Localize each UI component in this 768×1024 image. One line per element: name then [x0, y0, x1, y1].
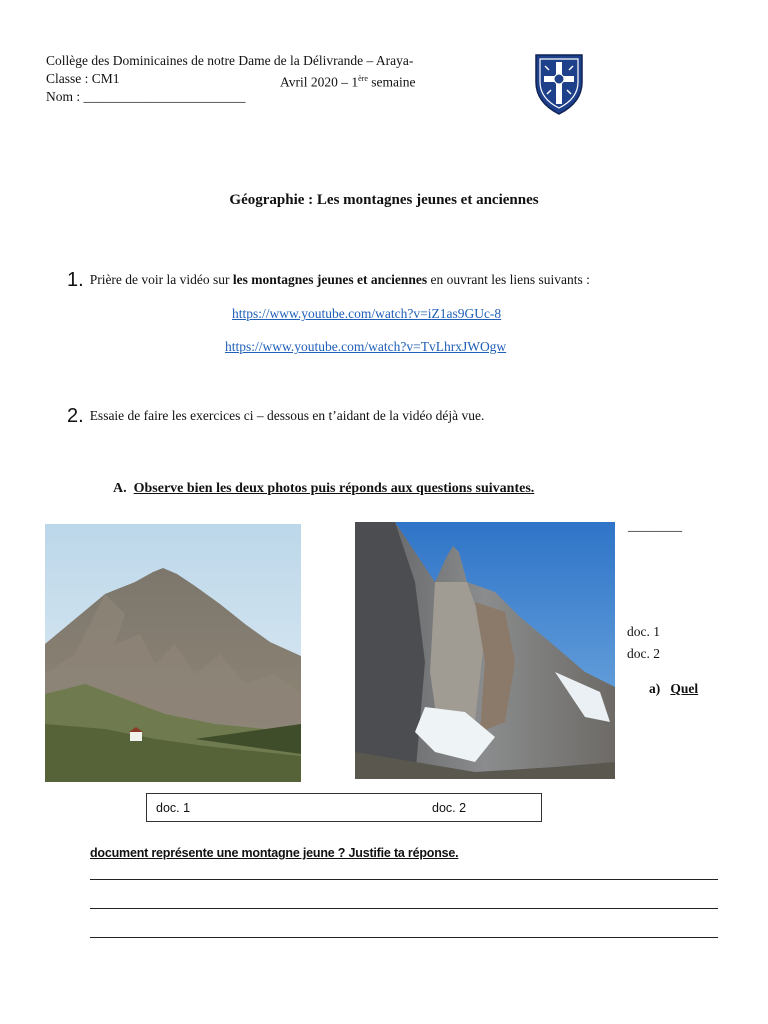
page-title: Géographie : Les montagnes jeunes et anciennes — [229, 192, 539, 208]
class-label: Classe : CM1 — [46, 71, 120, 86]
answer-line-1[interactable] — [90, 879, 718, 880]
school-name: Collège des Dominicaines de notre Dame de la Délivrande – Araya- — [46, 53, 414, 68]
photo-caption-box — [146, 793, 542, 822]
date-label: Avril 2020 – 1ère semaine — [280, 74, 416, 90]
caption-doc1: doc. 1 — [156, 801, 191, 815]
answer-blank: ________ — [628, 518, 682, 533]
instruction-2: 2. Essaie de faire les exercices ci – dessous en t’aidant de la vidéo déjà vue. — [67, 405, 485, 427]
answer-line-2[interactable] — [90, 908, 718, 909]
answer-line-3[interactable] — [90, 937, 718, 938]
video-link-1[interactable]: https://www.youtube.com/watch?v=iZ1as9GUc-8 — [232, 306, 502, 321]
question-text: document représente une montagne jeune ? Justifie ta réponse. — [90, 846, 459, 860]
side-doc2-label: doc. 2 — [627, 646, 660, 661]
photo-old-mountain — [45, 524, 301, 782]
name-field: Nom : ________________________ — [46, 89, 246, 104]
instruction-1: 1. Prière de voir la vidéo sur les montagnes jeunes et anciennes en ouvrant les liens suivants : — [67, 269, 590, 291]
question-a-label: a) Quel — [649, 681, 699, 696]
step-number: 2. — [67, 405, 84, 427]
photo-young-mountain — [355, 522, 615, 779]
step-number: 1. — [67, 269, 84, 291]
caption-doc2: doc. 2 — [432, 801, 467, 815]
section-a-heading: A. Observe bien les deux photos puis réponds aux questions suivantes. — [113, 481, 535, 496]
video-link-2[interactable]: https://www.youtube.com/watch?v=TvLhrxJWOgw — [225, 339, 507, 354]
school-crest-logo — [533, 52, 585, 116]
side-doc1-label: doc. 1 — [627, 624, 660, 639]
